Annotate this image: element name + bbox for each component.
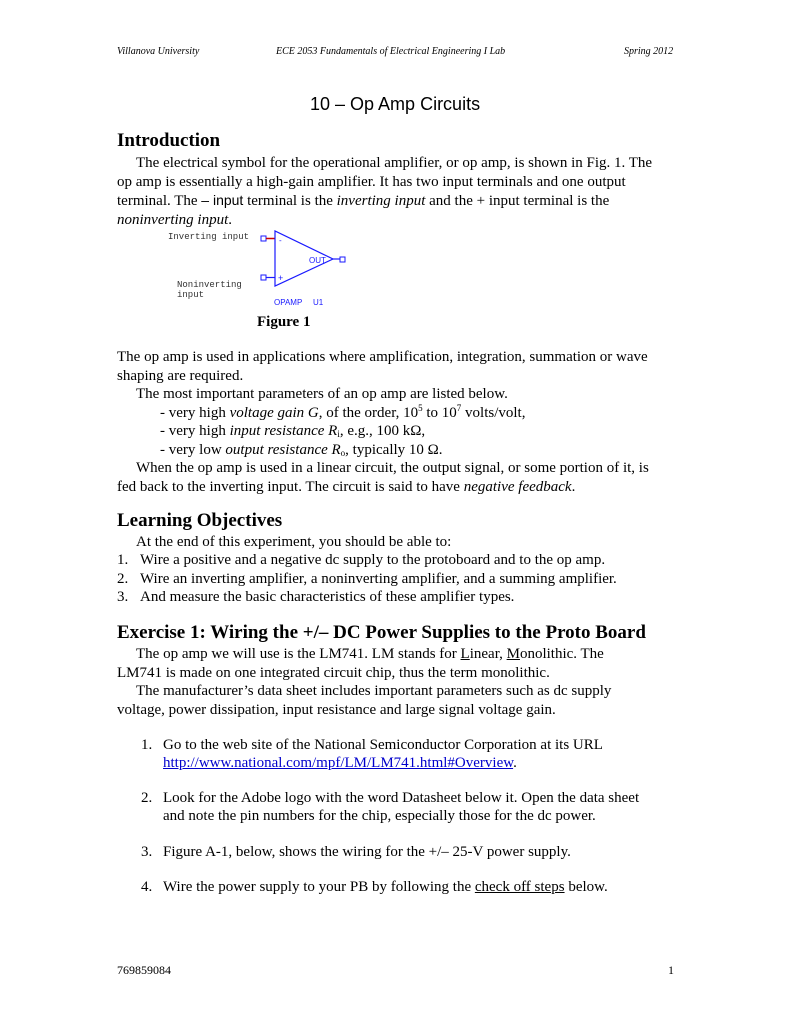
item-number: 2.: [117, 570, 129, 587]
step-link-line: [163, 754, 517, 773]
step-number: 3.: [141, 844, 153, 860]
inverting-input-label: Inverting input: [168, 232, 250, 242]
part-label: OPAMP: [274, 298, 303, 307]
intro-paragraph: [117, 154, 687, 229]
text: - very high: [160, 404, 230, 421]
bullet-voltage-gain: [117, 404, 687, 423]
intro-line-3: [117, 191, 687, 211]
objectives-intro: At the end of this experiment, you should be able to:: [136, 534, 452, 550]
item-text: Wire a positive and a negative dc supply to the protoboard and to the op amp.: [140, 552, 606, 568]
text: Wire the power supply to your PB by following the: [163, 879, 475, 895]
out-label: OUT: [309, 256, 326, 265]
pin-box-noninverting: [261, 275, 266, 280]
bullet-output-resistance: [117, 441, 687, 460]
step-text: Figure A-1, below, shows the wiring for the +/– 25-V power supply.: [163, 844, 571, 860]
noninverting-input-term: noninverting input: [117, 211, 229, 228]
objectives-heading: Learning Objectives: [117, 510, 283, 531]
objectives-list: [117, 551, 687, 607]
underlined-letter: L: [460, 646, 470, 662]
text: , of the order, 10: [318, 404, 419, 421]
pin-box-inverting: [261, 236, 266, 241]
text: fed back to the inverting input. The circuit is said to have: [117, 478, 464, 495]
text: , typically 10 Ω.: [345, 441, 443, 458]
exponent: 5: [418, 402, 423, 413]
list-item: [117, 588, 687, 607]
minus-sign: -: [279, 236, 282, 245]
text: volts/volt,: [461, 404, 526, 421]
text: terminal. The: [117, 193, 202, 209]
term: output resistance R: [225, 441, 341, 458]
text: onolithic. The: [519, 646, 604, 662]
inverting-input-term: inverting input: [336, 193, 426, 209]
plus-sign: +: [278, 273, 284, 283]
header-center: ECE 2053 Fundamentals of Electrical Engineering I Lab: [276, 46, 506, 57]
check-off-steps-link[interactable]: check off steps: [474, 879, 565, 895]
ex1-line-2: LM741 is made on one integrated circuit chip, thus the term monolithic.: [117, 664, 550, 681]
underlined-letter: M: [506, 646, 520, 662]
text: .: [513, 755, 517, 771]
text: .: [571, 478, 576, 495]
ex1-line-3: The manufacturer’s data sheet includes important parameters such as dc supply: [136, 683, 612, 699]
text: below.: [564, 879, 608, 895]
p2-line-2: shaping are required.: [117, 367, 244, 384]
list-item: [117, 551, 687, 570]
datasheet-link[interactable]: http://www.national.com/mpf/LM/LM741.html#Overview: [163, 755, 514, 771]
intro-line-4: [117, 211, 687, 230]
term: input resistance R: [229, 423, 338, 439]
exercise1-heading: Exercise 1: Wiring the +/– DC Power Supplies to the Proto Board: [117, 622, 646, 643]
text: - very low: [160, 441, 226, 458]
figure-caption: Figure 1: [257, 314, 311, 330]
step-number: 2.: [141, 790, 153, 806]
text: The op amp we will use is the LM741. LM stands for: [136, 646, 461, 662]
list-item: [117, 570, 687, 589]
header-right: Spring 2012: [624, 46, 674, 57]
item-text: And measure the basic characteristics of these amplifier types.: [140, 589, 515, 605]
item-number: 1.: [117, 552, 129, 568]
p3: The most important parameters of an op amp are listed below.: [136, 386, 508, 402]
step-text: [163, 878, 608, 897]
p2-line-1: The op amp is used in applications where amplification, integration, summation or wave: [117, 349, 648, 365]
item-number: 3.: [117, 589, 129, 605]
ex1-line-1: [117, 645, 687, 664]
text: .: [228, 211, 232, 228]
subscript: o: [340, 447, 346, 458]
footer-page-number: 1: [668, 963, 674, 977]
step-text: Look for the Adobe logo with the word Datasheet below it. Open the data sheet: [163, 790, 640, 806]
step-number: 4.: [141, 879, 153, 895]
intro-heading: Introduction: [117, 130, 221, 151]
text: and the + input terminal is the: [425, 193, 610, 209]
p4-line-2: [117, 478, 687, 497]
noninverting-input-label-2: input: [177, 290, 205, 300]
term: voltage gain G: [229, 404, 319, 421]
intro-line-2: op amp is essentially a high-gain amplifier. It has two input terminals and one output: [117, 173, 626, 190]
exponent: 7: [456, 402, 462, 413]
subscript: i: [337, 429, 340, 439]
pin-box-output: [340, 257, 345, 262]
exercise1-intro: [117, 645, 687, 719]
ex1-line-4: voltage, power dissipation, input resistance and large signal voltage gain.: [117, 701, 556, 718]
header-left: Villanova University: [117, 46, 200, 57]
body-section: [117, 348, 687, 496]
step-number: 1.: [141, 737, 153, 753]
text: - very high: [160, 423, 230, 439]
text: , e.g., 100 kΩ,: [339, 423, 426, 439]
text: to 10: [422, 404, 457, 421]
ref-label: U1: [313, 298, 324, 307]
text: terminal is the: [243, 193, 337, 209]
term: negative feedback: [463, 478, 572, 495]
input-term: – input: [201, 192, 244, 208]
step-text: Go to the web site of the National Semiconductor Corporation at its URL: [163, 737, 603, 753]
page-title: 10 – Op Amp Circuits: [310, 94, 481, 114]
footer-doc-id: 769859084: [117, 963, 171, 977]
intro-line-1: The electrical symbol for the operational amplifier, or op amp, is shown in Fig. 1. The: [136, 155, 653, 171]
text: inear,: [469, 646, 507, 662]
noninverting-input-label-1: Noninverting: [177, 280, 242, 290]
step-text: and note the pin numbers for the chip, especially those for the dc power.: [163, 808, 596, 824]
bullet-input-resistance: [117, 422, 687, 441]
opamp-symbol: [255, 226, 355, 296]
item-text: Wire an inverting amplifier, a noninverting amplifier, and a summing amplifier.: [140, 570, 617, 587]
p4-line-1: When the op amp is used in a linear circuit, the output signal, or some portion of it, is: [136, 460, 649, 476]
